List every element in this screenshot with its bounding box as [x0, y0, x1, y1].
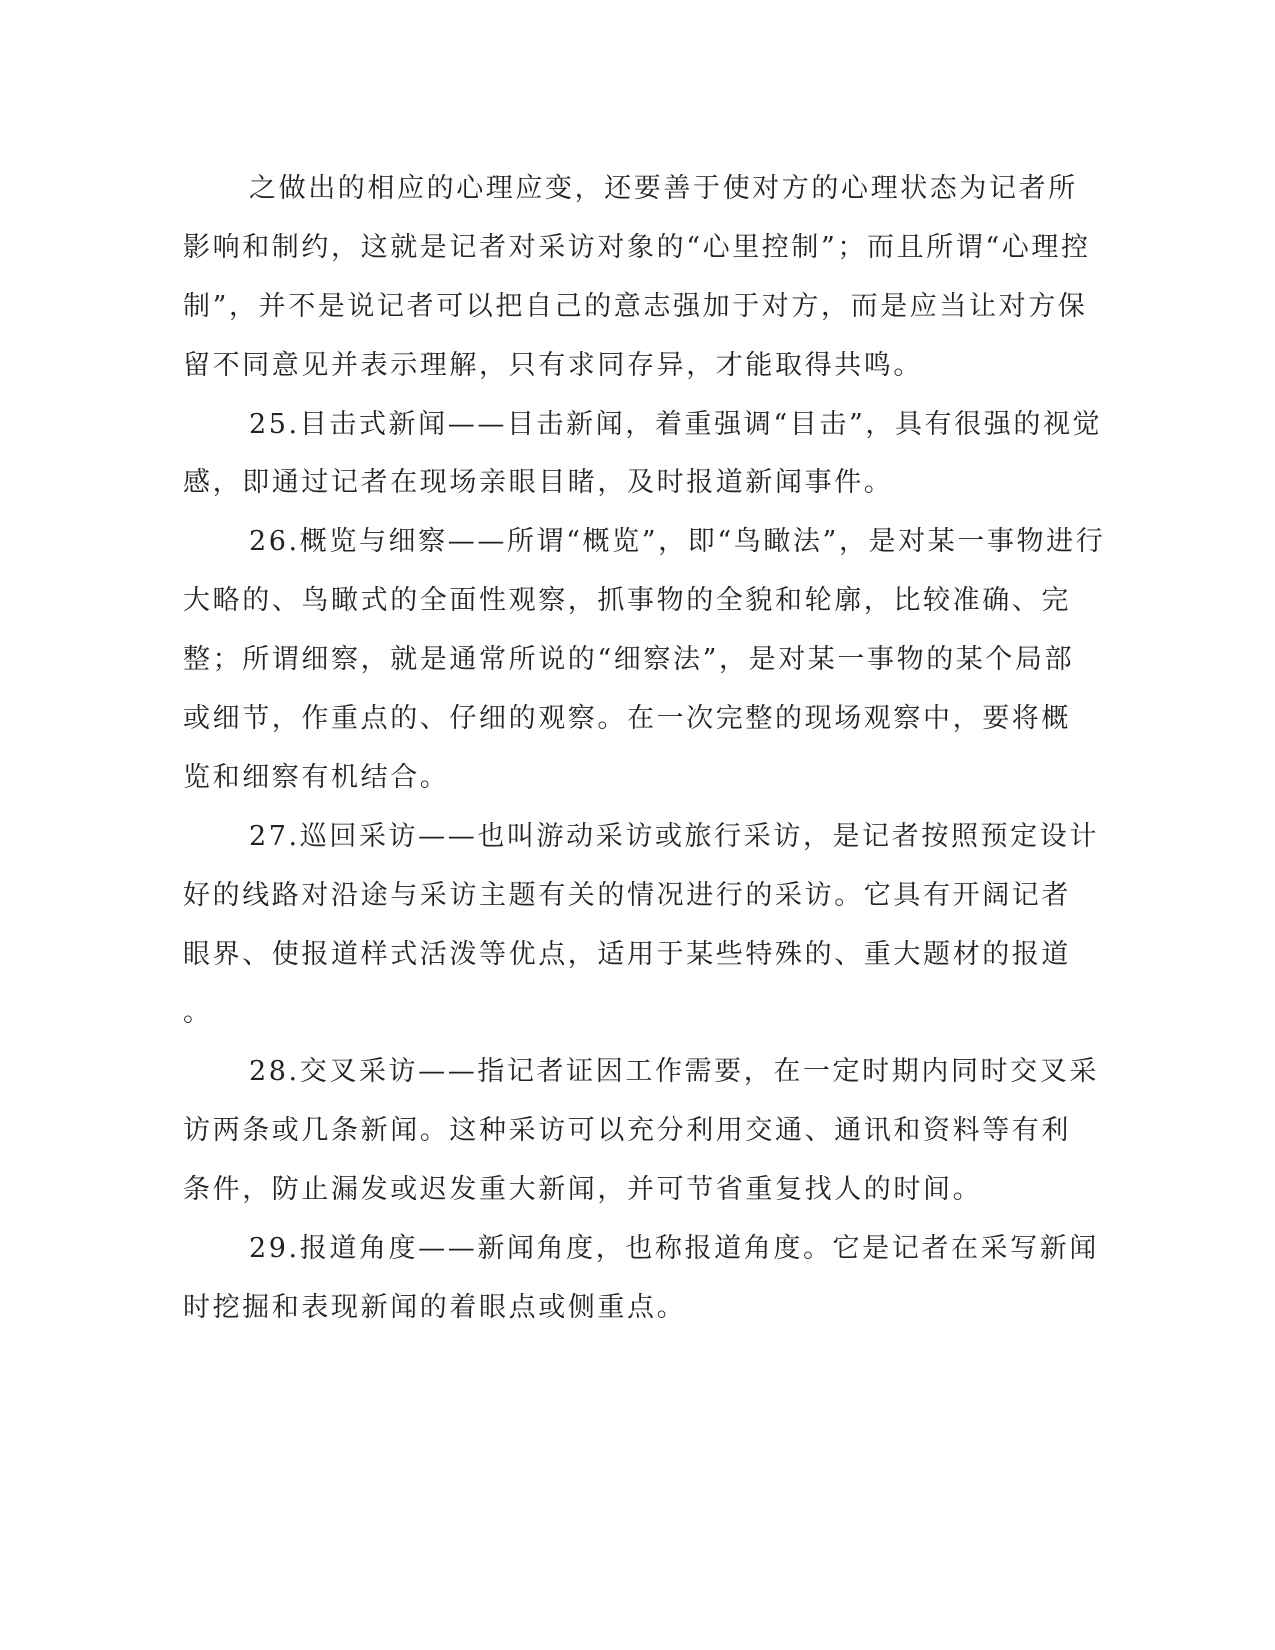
text-line: 或细节，作重点的、仔细的观察。在一次完整的现场观察中，要将概 [183, 703, 1071, 735]
text-line: 访两条或几条新闻。这种采访可以充分利用交通、通讯和资料等有利 [183, 1115, 1071, 1147]
text-line: 眼界、使报道样式活泼等优点，适用于某些特殊的、重大题材的报道 [183, 938, 1071, 970]
text-line: 条件，防止漏发或迟发重大新闻，并可节省重复找人的时间。 [183, 1174, 983, 1206]
document-body [183, 160, 1106, 1338]
text-line: 26.概览与细察——所谓“概览”，即“鸟瞰法”，是对某一事物进行 [249, 526, 1106, 558]
text-line: 。 [183, 997, 213, 1029]
text-line: 时挖掘和表现新闻的着眼点或侧重点。 [183, 1291, 687, 1323]
text-line: 整；所谓细察，就是通常所说的“细察法”，是对某一事物的某个局部 [183, 644, 1075, 676]
text-line: 25.目击式新闻——目击新闻，着重强调“目击”，具有很强的视觉 [249, 408, 1103, 440]
text-line: 27.巡回采访——也叫游动采访或旅行采访，是记者按照预定设计 [249, 820, 1099, 852]
text-line: 感，即通过记者在现场亲眼目睹，及时报道新闻事件。 [183, 467, 894, 499]
text-line: 好的线路对沿途与采访主题有关的情况进行的采访。它具有开阔记者 [183, 879, 1071, 911]
text-line: 29.报道角度——新闻角度，也称报道角度。它是记者在采写新闻 [249, 1233, 1099, 1265]
text-line: 之做出的相应的心理应变，还要善于使对方的心理状态为记者所 [249, 173, 1078, 204]
text-line: 留不同意见并表示理解，只有求同存异，才能取得共鸣。 [183, 349, 923, 381]
text-line: 制”，并不是说记者可以把自己的意志强加于对方，而是应当让对方保 [183, 290, 1088, 322]
text-line: 28.交叉采访——指记者证因工作需要，在一定时期内同时交叉采 [249, 1056, 1099, 1088]
text-line: 览和细察有机结合。 [183, 761, 450, 793]
text-line: 影响和制约，这就是记者对采访对象的“心里控制”；而且所谓“心理控 [183, 231, 1091, 263]
text-line: 大略的、鸟瞰式的全面性观察，抓事物的全貌和轮廓，比较准确、完 [183, 585, 1071, 617]
